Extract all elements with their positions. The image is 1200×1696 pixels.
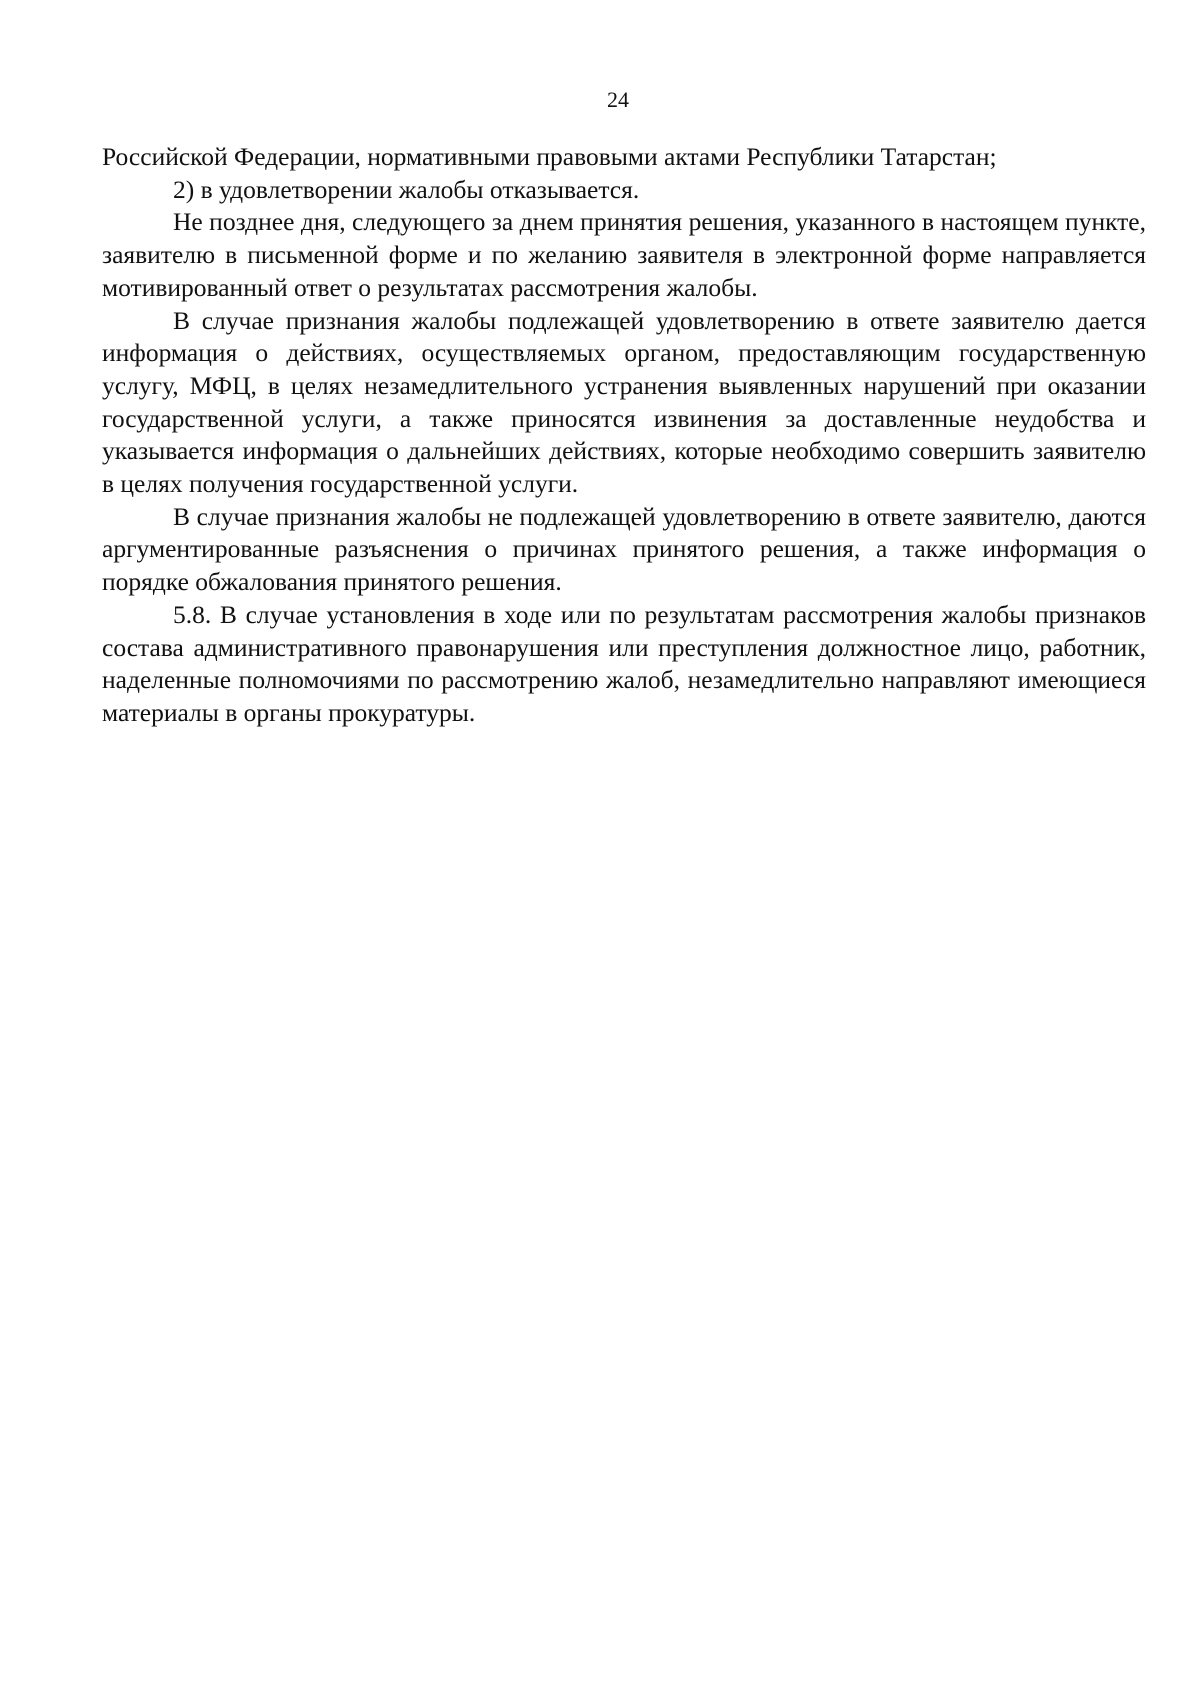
paragraph-complaint-satisfied: В случае признания жалобы подлежащей удовлетворению в ответе заявителю дается информация о действиях, осуществляемых органом, предоставляющим государственную услугу, МФЦ, в целях незамедлительного устранения выявленных нарушений при оказании государственной услуги, а также приносятся извинения за доставленные неудобства и указывается информация о дальнейших действиях, которые необходимо совершить заявителю в целях получения государственной услуги. (102, 305, 1146, 499)
paragraph-section-5-8: 5.8. В случае установления в ходе или по результатам рассмотрения жалобы признаков состава административного правонарушения или преступления должностное лицо, работник, наделенные полномочиями по рассмотрению жалоб, незамедлительно направляют имеющиеся материалы в органы прокуратуры. (102, 599, 1146, 727)
paragraph-complaint-rejected: В случае признания жалобы не подлежащей удовлетворению в ответе заявителю, даются аргументированные разъяснения о причинах принятого решения, а также информация о порядке обжалования принятого решения. (102, 501, 1146, 597)
paragraph-response-deadline: Не позднее дня, следующего за днем принятия решения, указанного в настоящем пункте, заявителю в письменной форме и по желанию заявителя в электронной форме направляется мотивированный ответ о результатах рассмотрения жалобы. (102, 207, 1146, 302)
page-number: 24 (607, 87, 629, 112)
document-body (102, 141, 1146, 730)
paragraph-continuation: Российской Федерации, нормативными правовыми актами Республики Татарстан; (102, 142, 997, 171)
paragraph-item-2: 2) в удовлетворении жалобы отказывается. (173, 174, 640, 204)
